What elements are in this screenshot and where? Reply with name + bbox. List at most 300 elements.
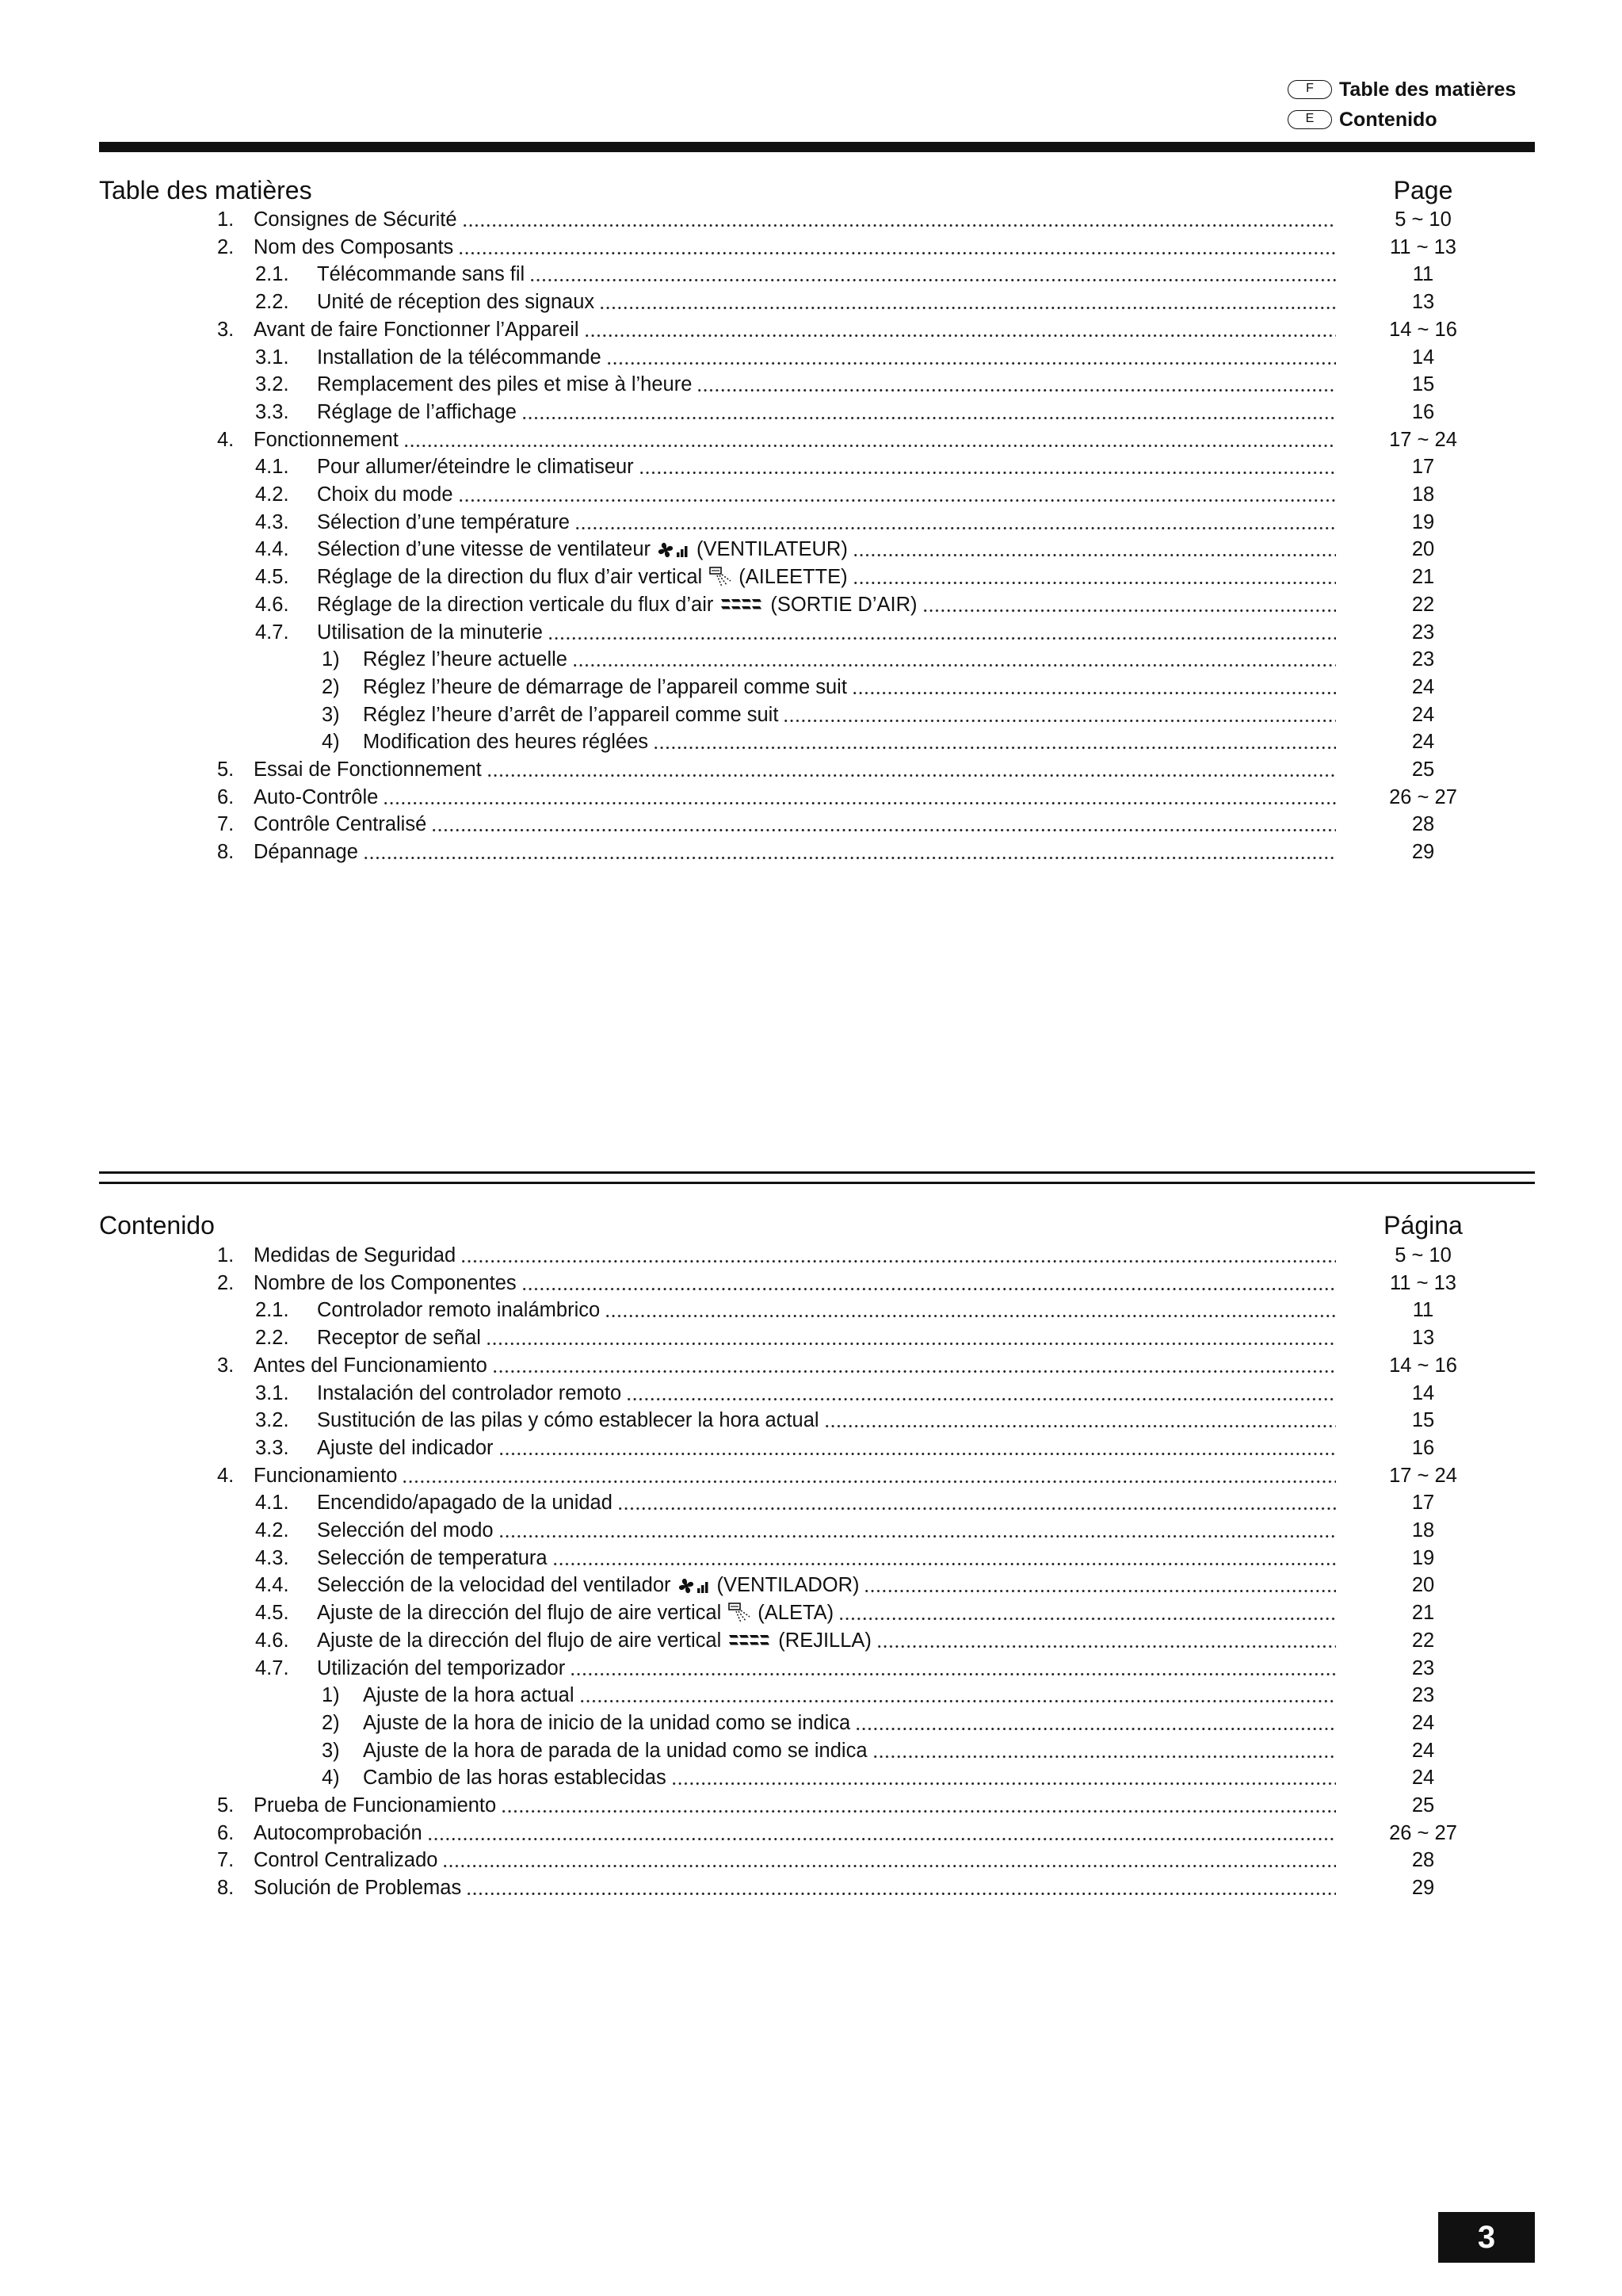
entry-number: 2.2.	[255, 291, 289, 314]
dot-leader	[855, 1710, 1336, 1737]
dot-leader	[383, 784, 1336, 812]
entry-title: Modification des heures réglées	[363, 731, 649, 754]
entry-title-line	[363, 1764, 1336, 1792]
toc-entry	[0, 261, 1622, 288]
entry-number: 1)	[322, 1684, 340, 1707]
entry-title-line	[254, 1270, 1336, 1297]
toc-entry	[0, 1655, 1622, 1683]
vane-icon	[727, 1599, 751, 1627]
entry-page: 24	[1411, 1739, 1435, 1762]
entry-title: Antes del Funcionamiento	[254, 1354, 487, 1377]
entry-number: 3.2.	[255, 373, 289, 396]
entry-title-line	[254, 1242, 1336, 1270]
entry-number: 4.7.	[255, 621, 289, 644]
toc-entry	[0, 1572, 1622, 1599]
entry-page: 24	[1411, 731, 1435, 754]
entry-number: 3.2.	[255, 1409, 289, 1432]
entry-title: Ajuste de la dirección del flujo de aire vertical	[317, 1602, 722, 1625]
toc-entry	[0, 371, 1622, 399]
dot-leader	[579, 1682, 1336, 1710]
page-column-label: Page	[1393, 176, 1453, 204]
entry-title-suffix: (ALETA)	[758, 1602, 834, 1625]
toc-entry	[0, 674, 1622, 701]
entry-page: 25	[1411, 758, 1435, 781]
dot-leader	[606, 344, 1336, 372]
entry-title: Ajuste de la hora de parada de la unidad como se indica	[363, 1739, 868, 1762]
entry-number: 4.3.	[255, 510, 289, 533]
entry-title: Solución de Problemas	[254, 1877, 462, 1900]
entry-title: Sélection d’une température	[317, 510, 570, 533]
entry-title: Réglage de la direction du flux d’air vertical	[317, 566, 703, 589]
entry-title: Fonctionnement	[254, 428, 399, 451]
dot-leader	[626, 1380, 1336, 1408]
entry-title-line	[317, 536, 1336, 563]
toc-entry	[0, 1407, 1622, 1435]
fan-icon	[657, 536, 690, 563]
dot-leader	[853, 563, 1336, 591]
entry-title: Controlador remoto inalámbrico	[317, 1299, 601, 1322]
entry-title: Avant de faire Fonctionner l’Appareil	[254, 318, 579, 341]
toc-entry	[0, 1847, 1622, 1874]
dot-leader	[458, 234, 1336, 262]
entry-page: 14	[1411, 346, 1435, 369]
toc-entry	[0, 1380, 1622, 1408]
entry-title-line	[254, 1462, 1336, 1490]
entry-title: Consignes de Sécurité	[254, 208, 457, 231]
entry-page: 13	[1411, 291, 1435, 314]
entry-title: Réglage de l’affichage	[317, 400, 517, 423]
entry-number: 4.6.	[255, 1629, 289, 1652]
toc-entry	[0, 591, 1622, 619]
entry-number: 5.	[217, 758, 235, 781]
entry-number: 4.5.	[255, 1602, 289, 1625]
entry-title: Nom des Composants	[254, 235, 454, 258]
dot-leader	[671, 1764, 1336, 1792]
toc-entry	[0, 728, 1622, 756]
entry-number: 4.6.	[255, 593, 289, 616]
entry-page: 14	[1411, 1381, 1435, 1404]
entry-page: 13	[1411, 1327, 1435, 1350]
entry-number: 4.5.	[255, 566, 289, 589]
entry-page: 23	[1411, 648, 1435, 671]
entry-page: 23	[1411, 1684, 1435, 1707]
toc-entry	[0, 1710, 1622, 1737]
section-divider	[99, 1182, 1535, 1184]
toc-entry	[0, 1270, 1622, 1297]
entry-page: 5 ~ 10	[1395, 1244, 1452, 1266]
entry-page: 25	[1411, 1794, 1435, 1817]
dot-leader	[599, 288, 1336, 316]
entry-title: Ajuste de la hora de inicio de la unidad como se indica	[363, 1711, 851, 1734]
entry-title-line	[317, 371, 1336, 399]
entry-title-line	[317, 1545, 1336, 1572]
toc-entry	[0, 1599, 1622, 1627]
dot-leader	[572, 646, 1336, 674]
entry-number: 3.3.	[255, 1436, 289, 1459]
entry-title-line	[317, 1380, 1336, 1408]
toc-entry	[0, 481, 1622, 509]
dot-leader	[552, 1545, 1336, 1572]
entry-page: 15	[1411, 373, 1435, 396]
entry-title: Choix du mode	[317, 483, 453, 506]
entry-title: Sélection d’une vitesse de ventilateur	[317, 538, 651, 561]
dot-leader	[521, 399, 1336, 426]
entry-page: 29	[1411, 1877, 1435, 1900]
entry-title: Autocomprobación	[254, 1821, 422, 1844]
entry-page: 11	[1412, 1299, 1434, 1322]
dot-leader	[864, 1572, 1336, 1599]
entry-number: 4.1.	[255, 456, 289, 479]
entry-page: 24	[1411, 703, 1435, 726]
toc-entry	[0, 563, 1622, 591]
entry-title-line	[254, 1874, 1336, 1902]
entry-page: 18	[1411, 483, 1435, 506]
entry-number: 4.1.	[255, 1492, 289, 1515]
entry-title: Selección del modo	[317, 1519, 494, 1541]
entry-page: 24	[1411, 1711, 1435, 1734]
entry-title: Dépannage	[254, 841, 358, 864]
entry-title: Ajuste del indicador	[317, 1436, 494, 1459]
entry-title-suffix: (AILEETTE)	[738, 566, 848, 589]
section-heading: Table des matières	[99, 176, 312, 204]
page-column-label: Página	[1383, 1211, 1463, 1240]
entry-title: Control Centralizado	[254, 1849, 438, 1872]
language-badge-spanish: E	[1288, 110, 1332, 129]
entry-title: Ajuste de la dirección del flujo de aire vertical	[317, 1629, 722, 1652]
entry-title-suffix: (VENTILADOR)	[716, 1574, 860, 1597]
language-header	[1288, 74, 1516, 135]
entry-title-line	[317, 509, 1336, 537]
air-outlet-icon	[727, 1627, 772, 1655]
dot-leader	[783, 701, 1336, 729]
dot-leader	[498, 1435, 1336, 1462]
entry-title-line	[363, 701, 1336, 729]
entry-page: 19	[1411, 1546, 1435, 1569]
entry-title: Contrôle Centralisé	[254, 813, 427, 836]
entry-title-line	[254, 1847, 1336, 1874]
entry-number: 1.	[217, 208, 235, 231]
dot-leader	[617, 1489, 1336, 1517]
section-divider	[99, 1171, 1535, 1174]
dot-leader	[852, 674, 1336, 701]
entry-number: 4)	[322, 731, 340, 754]
entry-title-line	[317, 344, 1336, 372]
entry-number: 4.4.	[255, 1574, 289, 1597]
toc-entry	[0, 1435, 1622, 1462]
entry-number: 4.	[217, 428, 235, 451]
entry-number: 1.	[217, 1244, 235, 1266]
toc-entry	[0, 1627, 1622, 1655]
entry-title: Pour allumer/éteindre le climatiseur	[317, 456, 634, 479]
entry-number: 3.1.	[255, 346, 289, 369]
fan-icon	[677, 1572, 711, 1599]
entry-number: 3)	[322, 703, 340, 726]
toc-entry	[0, 619, 1622, 647]
dot-leader	[462, 206, 1336, 234]
vane-icon	[708, 563, 732, 591]
toc-entry	[0, 453, 1622, 481]
entry-page: 21	[1411, 1602, 1435, 1625]
entry-number: 4.7.	[255, 1656, 289, 1679]
entry-number: 2.	[217, 235, 235, 258]
entry-title-line	[317, 261, 1336, 288]
entry-title: Réglez l’heure actuelle	[363, 648, 567, 671]
entry-number: 3.	[217, 1354, 235, 1377]
toc-entry	[0, 509, 1622, 537]
entry-page: 28	[1411, 1849, 1435, 1872]
entry-number: 8.	[217, 841, 235, 864]
entry-page: 26 ~ 27	[1389, 785, 1457, 808]
dot-leader	[498, 1517, 1336, 1545]
entry-title-line	[317, 1517, 1336, 1545]
toc-entry	[0, 1324, 1622, 1352]
entry-title-line	[317, 288, 1336, 316]
entry-page: 17 ~ 24	[1389, 1464, 1457, 1487]
entry-number: 4.2.	[255, 1519, 289, 1541]
toc-entry	[0, 1517, 1622, 1545]
entry-number: 2.1.	[255, 263, 289, 286]
entry-title-line	[317, 1627, 1336, 1655]
entry-title-line	[317, 1572, 1336, 1599]
entry-title: Essai de Fonctionnement	[254, 758, 482, 781]
entry-number: 3.	[217, 318, 235, 341]
dot-leader	[427, 1820, 1336, 1847]
dot-leader	[487, 756, 1336, 784]
entry-title: Installation de la télécommande	[317, 346, 601, 369]
toc-entry	[0, 1874, 1622, 1902]
entry-page: 21	[1411, 566, 1435, 589]
dot-leader	[460, 1242, 1336, 1270]
entry-page: 23	[1411, 1656, 1435, 1679]
header-rule	[99, 142, 1535, 152]
entry-page: 11 ~ 13	[1390, 235, 1456, 258]
toc-entry	[0, 316, 1622, 344]
entry-title-line	[317, 563, 1336, 591]
entry-number: 2.	[217, 1271, 235, 1294]
entry-title-line	[317, 1489, 1336, 1517]
entry-number: 1)	[322, 648, 340, 671]
entry-title-line	[317, 1435, 1336, 1462]
entry-title: Télécommande sans fil	[317, 263, 525, 286]
toc-entry	[0, 399, 1622, 426]
entry-title-line	[363, 1682, 1336, 1710]
dot-leader	[570, 1655, 1336, 1683]
entry-title: Funcionamiento	[254, 1464, 398, 1487]
dot-leader	[402, 1462, 1336, 1490]
dot-leader	[574, 509, 1336, 537]
entry-number: 3)	[322, 1739, 340, 1762]
toc-entry	[0, 784, 1622, 812]
entry-title: Réglez l’heure d’arrêt de l’appareil comme suit	[363, 703, 779, 726]
dot-leader	[853, 536, 1336, 563]
toc-entry	[0, 701, 1622, 729]
entry-number: 6.	[217, 785, 235, 808]
entry-title-line	[317, 399, 1336, 426]
toc-entry	[0, 839, 1622, 866]
entry-title: Utilisation de la minuterie	[317, 621, 543, 644]
entry-title: Remplacement des piles et mise à l’heure	[317, 373, 693, 396]
entry-title-line	[317, 1407, 1336, 1435]
entry-page: 16	[1411, 1436, 1435, 1459]
entry-page: 28	[1411, 813, 1435, 836]
entry-title: Réglez l’heure de démarrage de l’appareil comme suit	[363, 675, 847, 698]
entry-title: Cambio de las horas establecidas	[363, 1767, 666, 1790]
entry-title-line	[254, 426, 1336, 454]
dot-leader	[605, 1297, 1336, 1324]
toc-entry	[0, 288, 1622, 316]
entry-title-line	[317, 591, 1336, 619]
dot-leader	[501, 1792, 1336, 1820]
dot-leader	[872, 1737, 1336, 1765]
entry-number: 6.	[217, 1821, 235, 1844]
entry-title-suffix: (REJILLA)	[778, 1629, 872, 1652]
entry-number: 2.1.	[255, 1299, 289, 1322]
toc-entry	[0, 1297, 1622, 1324]
entry-title: Auto-Contrôle	[254, 785, 379, 808]
dot-leader	[838, 1599, 1336, 1627]
entry-number: 3.3.	[255, 400, 289, 423]
entry-number: 4.4.	[255, 538, 289, 561]
entry-title-line	[363, 1710, 1336, 1737]
entry-title-line	[254, 206, 1336, 234]
dot-leader	[458, 481, 1336, 509]
dot-leader	[492, 1352, 1336, 1380]
toc-entry	[0, 811, 1622, 839]
entry-title: Sustitución de las pilas y cómo establecer la hora actual	[317, 1409, 819, 1432]
entry-title: Réglage de la direction verticale du flux d’air	[317, 593, 714, 616]
entry-page: 15	[1411, 1409, 1435, 1432]
entry-number: 2.2.	[255, 1327, 289, 1350]
entry-page: 26 ~ 27	[1389, 1821, 1457, 1844]
dot-leader	[653, 728, 1336, 756]
toc-entry	[0, 1489, 1622, 1517]
entry-page: 14 ~ 16	[1389, 1354, 1457, 1377]
entry-title: Instalación del controlador remoto	[317, 1381, 622, 1404]
entry-page: 22	[1411, 1629, 1435, 1652]
entry-title-line	[317, 1599, 1336, 1627]
entry-page: 14 ~ 16	[1389, 318, 1457, 341]
toc-entry	[0, 1792, 1622, 1820]
entry-page: 11 ~ 13	[1390, 1271, 1456, 1294]
dot-leader	[639, 453, 1336, 481]
entry-title-line	[254, 1792, 1336, 1820]
entry-title-suffix: (SORTIE D’AIR)	[770, 593, 918, 616]
entry-title-line	[317, 481, 1336, 509]
entry-title: Medidas de Seguridad	[254, 1244, 456, 1266]
header-title-spanish: Contenido	[1339, 108, 1437, 131]
dot-leader	[521, 1270, 1336, 1297]
entry-title-line	[317, 1297, 1336, 1324]
dot-leader	[431, 811, 1336, 839]
entry-page: 17	[1411, 1492, 1435, 1515]
toc-entry	[0, 344, 1622, 372]
dot-leader	[363, 839, 1336, 866]
toc-entry	[0, 1352, 1622, 1380]
entry-number: 7.	[217, 813, 235, 836]
entry-page: 11	[1412, 263, 1434, 286]
entry-title: Nombre de los Componentes	[254, 1271, 517, 1294]
entry-title: Selección de temperatura	[317, 1546, 548, 1569]
entry-title-line	[254, 1820, 1336, 1847]
toc-entry	[0, 1764, 1622, 1792]
toc-entry	[0, 206, 1622, 234]
entry-title: Utilización del temporizador	[317, 1656, 566, 1679]
entry-number: 3.1.	[255, 1381, 289, 1404]
language-badge-french: F	[1288, 80, 1332, 99]
entry-number: 5.	[217, 1794, 235, 1817]
toc-entry	[0, 1820, 1622, 1847]
entry-page: 23	[1411, 621, 1435, 644]
entry-title-line	[317, 619, 1336, 647]
dot-leader	[697, 371, 1336, 399]
entry-number: 2)	[322, 675, 340, 698]
toc-entry	[0, 234, 1622, 262]
dot-leader	[922, 591, 1337, 619]
dot-leader	[529, 261, 1336, 288]
header-line-spanish	[1288, 105, 1516, 135]
entry-page: 16	[1411, 400, 1435, 423]
entry-number: 4.3.	[255, 1546, 289, 1569]
header-line-french	[1288, 74, 1516, 105]
header-title-french: Table des matières	[1339, 78, 1517, 101]
entry-title: Unité de réception des signaux	[317, 291, 595, 314]
entry-title-line	[254, 784, 1336, 812]
toc-entry	[0, 1737, 1622, 1765]
entry-number: 4)	[322, 1767, 340, 1790]
dot-leader	[824, 1407, 1336, 1435]
entry-title: Prueba de Funcionamiento	[254, 1794, 497, 1817]
entry-title-line	[254, 316, 1336, 344]
entry-title: Encendido/apagado de la unidad	[317, 1492, 613, 1515]
entry-title: Selección de la velocidad del ventilador	[317, 1574, 671, 1597]
entry-number: 4.	[217, 1464, 235, 1487]
entry-page: 29	[1411, 841, 1435, 864]
toc-entry	[0, 1242, 1622, 1270]
dot-leader	[486, 1324, 1336, 1352]
toc-entry	[0, 756, 1622, 784]
entry-title-suffix: (VENTILATEUR)	[697, 538, 848, 561]
toc-entry	[0, 1545, 1622, 1572]
dot-leader	[584, 316, 1336, 344]
entry-page: 24	[1411, 675, 1435, 698]
air-outlet-icon	[719, 591, 764, 619]
dot-leader	[442, 1847, 1336, 1874]
dot-leader	[403, 426, 1336, 454]
entry-number: 8.	[217, 1877, 235, 1900]
dot-leader	[466, 1874, 1336, 1902]
entry-page: 20	[1411, 1574, 1435, 1597]
toc-entry	[0, 536, 1622, 563]
entry-page: 24	[1411, 1767, 1435, 1790]
toc-entry	[0, 1682, 1622, 1710]
entry-title-line	[317, 1655, 1336, 1683]
dot-leader	[876, 1627, 1336, 1655]
entry-title: Receptor de señal	[317, 1327, 481, 1350]
entry-number: 2)	[322, 1711, 340, 1734]
toc-entry	[0, 646, 1622, 674]
entry-page: 17 ~ 24	[1389, 428, 1457, 451]
entry-title-line	[317, 453, 1336, 481]
entry-page: 5 ~ 10	[1395, 208, 1452, 231]
entry-page: 18	[1411, 1519, 1435, 1541]
entry-page: 20	[1411, 538, 1435, 561]
page-number: 3	[1438, 2212, 1535, 2263]
entry-title-line	[363, 646, 1336, 674]
entry-title-line	[363, 1737, 1336, 1765]
entry-number: 4.2.	[255, 483, 289, 506]
entry-title: Ajuste de la hora actual	[363, 1684, 574, 1707]
entry-title-line	[254, 839, 1336, 866]
